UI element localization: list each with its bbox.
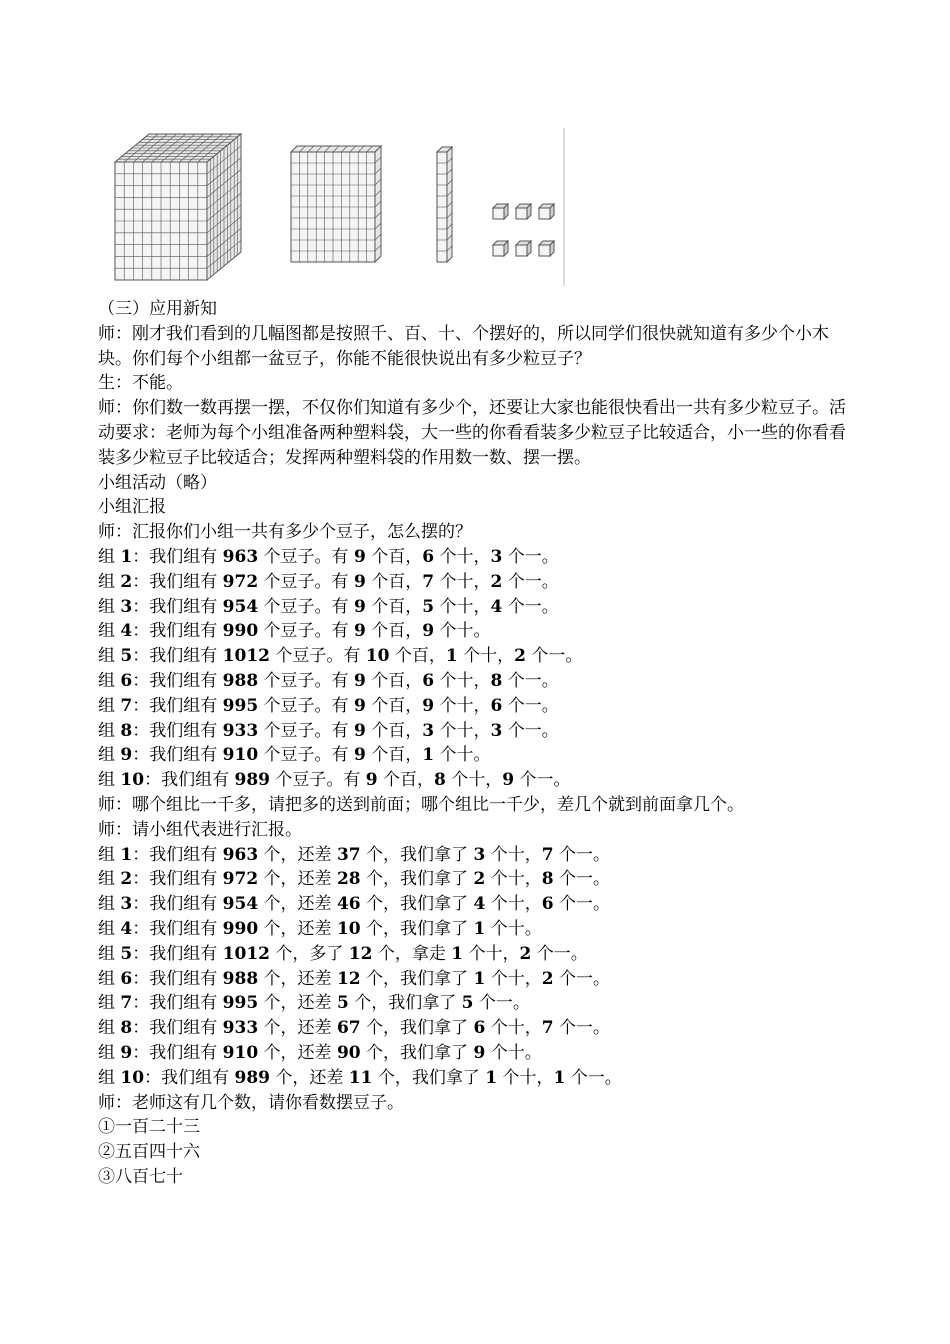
group-difference-line: 组 1：我们组有 963 个，还差 37 个，我们拿了 3 个十，7 个一。 (98, 844, 610, 865)
group-report-line: 组 1：我们组有 963 个豆子。有 9 个百，6 个十，3 个一。 (98, 546, 559, 567)
intro-block (98, 322, 858, 545)
unit-cube (539, 204, 554, 219)
unit-cube (516, 241, 531, 256)
lesson-text (98, 297, 858, 1190)
teacher-line-2: 师：你们数一数再摆一摆，不仅你们知道有多少个，还要让大家也能很快看出一共有多少粒豆子。活动要求：老师为每个小组准备两种塑料袋，大一些的你看看装多少粒豆子比较适合，小一些的你看看装多少粒豆子比较适合；发挥两种塑料袋的作用数一数、摆一摆。 (98, 398, 846, 468)
base-ten-blocks-illustration (103, 128, 565, 286)
hundred-flat (291, 146, 381, 262)
number-exercise-list (98, 1091, 858, 1190)
unit-cube (493, 241, 508, 256)
unit-cube (516, 204, 531, 219)
thousand-cube (115, 134, 241, 280)
group-report-line: 组 5：我们组有 1012 个豆子。有 10 个百，1 个十，2 个一。 (98, 646, 583, 667)
ten-rod (437, 147, 452, 262)
number-item-1: ①一百二十三 (98, 1117, 200, 1138)
unit-cube (493, 204, 508, 219)
teacher-line-6: 师：老师这有几个数，请你看数摆豆子。 (98, 1092, 404, 1113)
group-difference-line: 组 8：我们组有 933 个，还差 67 个，我们拿了 6 个十，7 个一。 (98, 1018, 610, 1039)
teacher-line-1: 师：刚才我们看到的几幅图都是按照千、百、十、个摆好的，所以同学们很快就知道有多少个小木块。你们每个小组都一盆豆子，你能不能很快说出有多少粒豆子？ (98, 323, 829, 369)
group-report-line: 组 4：我们组有 990 个豆子。有 9 个百，9 个十。 (98, 621, 491, 642)
group-report-line: 组 2：我们组有 972 个豆子。有 9 个百，7 个十，2 个一。 (98, 571, 559, 592)
group-activity: 小组活动（略） (98, 472, 217, 493)
unit-cubes (493, 204, 554, 256)
student-line: 生：不能。 (98, 373, 183, 394)
base-ten-blocks-figure (103, 128, 565, 286)
number-item-3: ③八百七十 (98, 1166, 183, 1187)
group-difference-line: 组 6：我们组有 988 个，还差 12 个，我们拿了 1 个十，2 个一。 (98, 968, 610, 989)
unit-cube (539, 241, 554, 256)
group-report-line: 组 10：我们组有 989 个豆子。有 9 个百，8 个十，9 个一。 (98, 770, 571, 791)
number-item-2: ②五百四十六 (98, 1142, 200, 1163)
group-report-line: 组 3：我们组有 954 个豆子。有 9 个百，5 个十，4 个一。 (98, 596, 559, 617)
group-report-line: 组 7：我们组有 995 个豆子。有 9 个百，9 个十，6 个一。 (98, 695, 559, 716)
teacher-instructions (98, 793, 858, 843)
group-difference-line: 组 5：我们组有 1012 个，多了 12 个，拿走 1 个十，2 个一。 (98, 943, 588, 964)
difference-report-list (98, 843, 858, 1091)
group-difference-line: 组 2：我们组有 972 个，还差 28 个，我们拿了 2 个十，8 个一。 (98, 869, 610, 890)
section-title: （三）应用新知 (98, 299, 217, 319)
group-report: 小组汇报 (98, 497, 166, 518)
group-report-line: 组 6：我们组有 988 个豆子。有 9 个百，6 个十，8 个一。 (98, 670, 559, 691)
group-difference-line: 组 4：我们组有 990 个，还差 10 个，我们拿了 1 个十。 (98, 918, 542, 939)
group-difference-line: 组 10：我们组有 989 个，还差 11 个，我们拿了 1 个十，1 个一。 (98, 1067, 622, 1088)
teacher-line-3: 师：汇报你们小组一共有多少个豆子，怎么摆的？ (98, 522, 472, 543)
group-difference-line: 组 9：我们组有 910 个，还差 90 个，我们拿了 9 个十。 (98, 1042, 542, 1063)
teacher-line-4: 师：哪个组比一千多，请把多的送到前面；哪个组比一千少，差几个就到前面拿几个。 (98, 794, 744, 815)
group-difference-line: 组 7：我们组有 995 个，还差 5 个，我们拿了 5 个一。 (98, 993, 530, 1014)
group-report-line: 组 9：我们组有 910 个豆子。有 9 个百，1 个十。 (98, 745, 491, 766)
bean-count-report-list (98, 545, 858, 793)
teacher-line-5: 师：请小组代表进行汇报。 (98, 819, 302, 840)
group-report-line: 组 8：我们组有 933 个豆子。有 9 个百，3 个十，3 个一。 (98, 720, 559, 741)
group-difference-line: 组 3：我们组有 954 个，还差 46 个，我们拿了 4 个十，6 个一。 (98, 894, 610, 915)
